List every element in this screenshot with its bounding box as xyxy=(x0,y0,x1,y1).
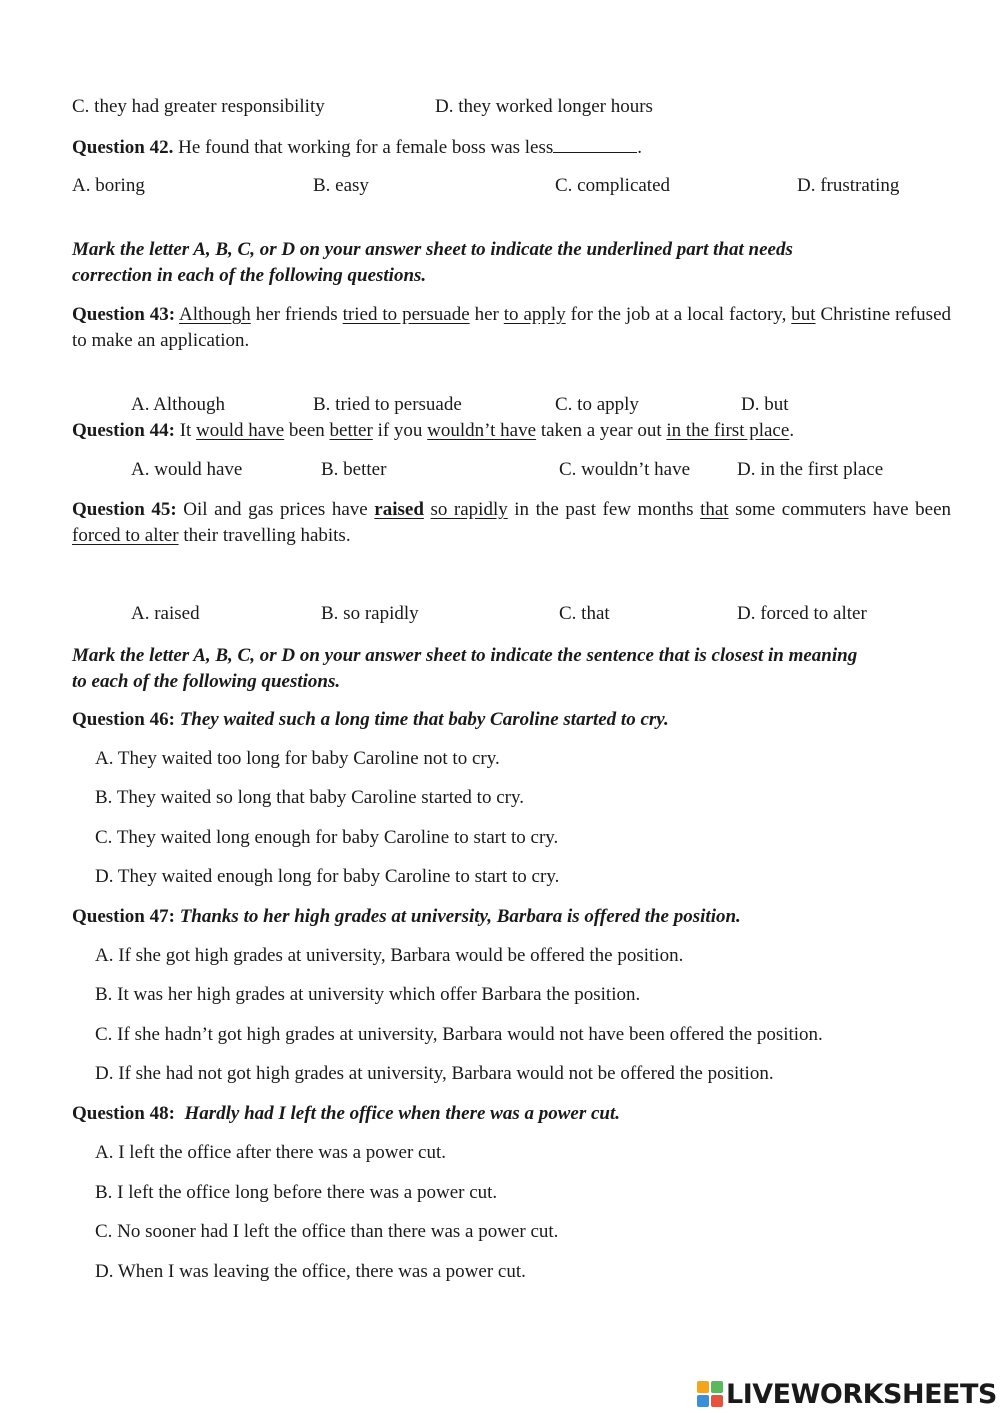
q47-option-d: D. If she had not got high grades at university, Barbara would not be offered the position. xyxy=(95,1063,774,1084)
q43-text-2: her xyxy=(469,304,504,325)
q44-text-4: taken a year out xyxy=(536,420,667,441)
q47-stem: Thanks to her high grades at university, Barbara is offered the position. xyxy=(179,906,741,927)
q48-option-a: A. I left the office after there was a power cut. xyxy=(95,1142,446,1163)
q45-underline-b: so rapidly xyxy=(430,499,508,520)
q48-stem: Hardly had I left the office when there was a power cut. xyxy=(184,1103,621,1124)
q43-option-c: C. to apply xyxy=(555,394,639,415)
q46-stem: They waited such a long time that baby Caroline started to cry. xyxy=(179,709,669,730)
q45-underline-d: forced to alter xyxy=(72,525,179,546)
q44-option-d: D. in the first place xyxy=(737,459,884,480)
q44-stem xyxy=(72,420,794,442)
q44-option-c: C. wouldn’t have xyxy=(559,459,691,480)
q47-stem-line xyxy=(72,906,741,928)
q44-text-2: been xyxy=(284,420,330,441)
q44-option-a: A. would have xyxy=(131,459,243,480)
q43-underline-d: but xyxy=(791,304,816,325)
instruction-1-line-2: correction in each of the following questions. xyxy=(72,265,427,286)
q42-option-d: D. frustrating xyxy=(797,175,900,196)
q41-option-d: D. they worked longer hours xyxy=(435,96,653,117)
q42-label: Question 42. xyxy=(72,137,174,158)
q46-stem-line xyxy=(72,709,669,731)
q41-option-c: C. they had greater responsibility xyxy=(72,96,325,117)
q44-underline-a: would have xyxy=(196,420,285,441)
q43-stem xyxy=(72,302,951,354)
q47-label: Question 47: xyxy=(72,906,175,927)
q44-text-5: . xyxy=(789,420,795,441)
q43-text-4: Christine refused to make an application. xyxy=(72,304,952,351)
q48-option-b: B. I left the office long before there was a power cut. xyxy=(95,1182,498,1203)
logo-tile-1 xyxy=(697,1381,709,1393)
q45-text-4: some commuters have been xyxy=(728,499,952,520)
q46-option-b: B. They waited so long that baby Caroline started to cry. xyxy=(95,787,524,808)
q48-stem-line xyxy=(72,1103,620,1125)
q43-text-3: for the job at a local factory, xyxy=(565,304,792,325)
q45-label: Question 45: xyxy=(72,499,177,520)
liveworksheets-logo xyxy=(697,1379,997,1409)
q42-option-b: B. easy xyxy=(313,175,369,196)
q47-option-b: B. It was her high grades at university which offer Barbara the position. xyxy=(95,984,641,1005)
logo-tile-4 xyxy=(711,1395,723,1407)
q45-option-a: A. raised xyxy=(131,603,200,624)
q43-text-1: her friends xyxy=(250,304,343,325)
q45-option-d: D. forced to alter xyxy=(737,603,867,624)
q45-text-1: Oil and gas prices have xyxy=(176,499,375,520)
q43-option-b: B. tried to persuade xyxy=(313,394,462,415)
q43-option-d: D. but xyxy=(741,394,789,415)
q44-text-3: if you xyxy=(372,420,428,441)
liveworksheets-logo-text: LIVEWORKSHEETS xyxy=(726,1378,997,1410)
q48-label: Question 48: xyxy=(72,1103,175,1124)
logo-tile-3 xyxy=(697,1395,709,1407)
logo-tile-2 xyxy=(711,1381,723,1393)
q42-stem-end: . xyxy=(637,137,643,158)
q44-underline-d: in the first place xyxy=(666,420,790,441)
q46-option-a: A. They waited too long for baby Caroline not to cry. xyxy=(95,748,500,769)
q48-option-d: D. When I was leaving the office, there was a power cut. xyxy=(95,1261,526,1282)
instruction-2-line-1: Mark the letter A, B, C, or D on your answer sheet to indicate the sentence that is closest in meaning xyxy=(72,645,858,666)
q47-option-a: A. If she got high grades at university, Barbara would be offered the position. xyxy=(95,945,684,966)
q47-option-c: C. If she hadn’t got high grades at university, Barbara would not have been offered the position. xyxy=(95,1024,823,1045)
q45-underline-a: raised xyxy=(374,499,424,520)
q45-option-b: B. so rapidly xyxy=(321,603,419,624)
q48-option-c: C. No sooner had I left the office than there was a power cut. xyxy=(95,1221,559,1242)
q45-underline-c: that xyxy=(700,499,729,520)
q43-underline-a: Although xyxy=(179,304,251,325)
q46-option-d: D. They waited enough long for baby Caroline to start to cry. xyxy=(95,866,560,887)
q44-underline-c: wouldn’t have xyxy=(427,420,537,441)
q46-label: Question 46: xyxy=(72,709,175,730)
q45-stem xyxy=(72,497,951,549)
q42-stem: He found that working for a female boss was less xyxy=(178,137,554,158)
q44-underline-b: better xyxy=(329,420,373,441)
q42-stem-line xyxy=(72,136,642,159)
q45-text-5: their travelling habits. xyxy=(178,525,351,546)
q44-option-b: B. better xyxy=(321,459,387,480)
q45-option-c: C. that xyxy=(559,603,610,624)
q43-underline-b: tried to persuade xyxy=(342,304,470,325)
q43-underline-c: to apply xyxy=(503,304,566,325)
instruction-1-line-1: Mark the letter A, B, C, or D on your answer sheet to indicate the underlined part that needs xyxy=(72,239,793,260)
q42-option-a: A. boring xyxy=(72,175,145,196)
q46-option-c: C. They waited long enough for baby Caroline to start to cry. xyxy=(95,827,559,848)
q43-label: Question 43: xyxy=(72,304,176,325)
q45-text-3: in the past few months xyxy=(507,499,701,520)
q44-label: Question 44: xyxy=(72,420,175,441)
instruction-2-line-2: to each of the following questions. xyxy=(72,671,341,692)
q43-option-a: A. Although xyxy=(131,394,225,415)
liveworksheets-logo-icon xyxy=(697,1381,723,1407)
q44-text-1: It xyxy=(174,420,197,441)
q42-option-c: C. complicated xyxy=(555,175,671,196)
q42-blank[interactable] xyxy=(553,136,637,153)
